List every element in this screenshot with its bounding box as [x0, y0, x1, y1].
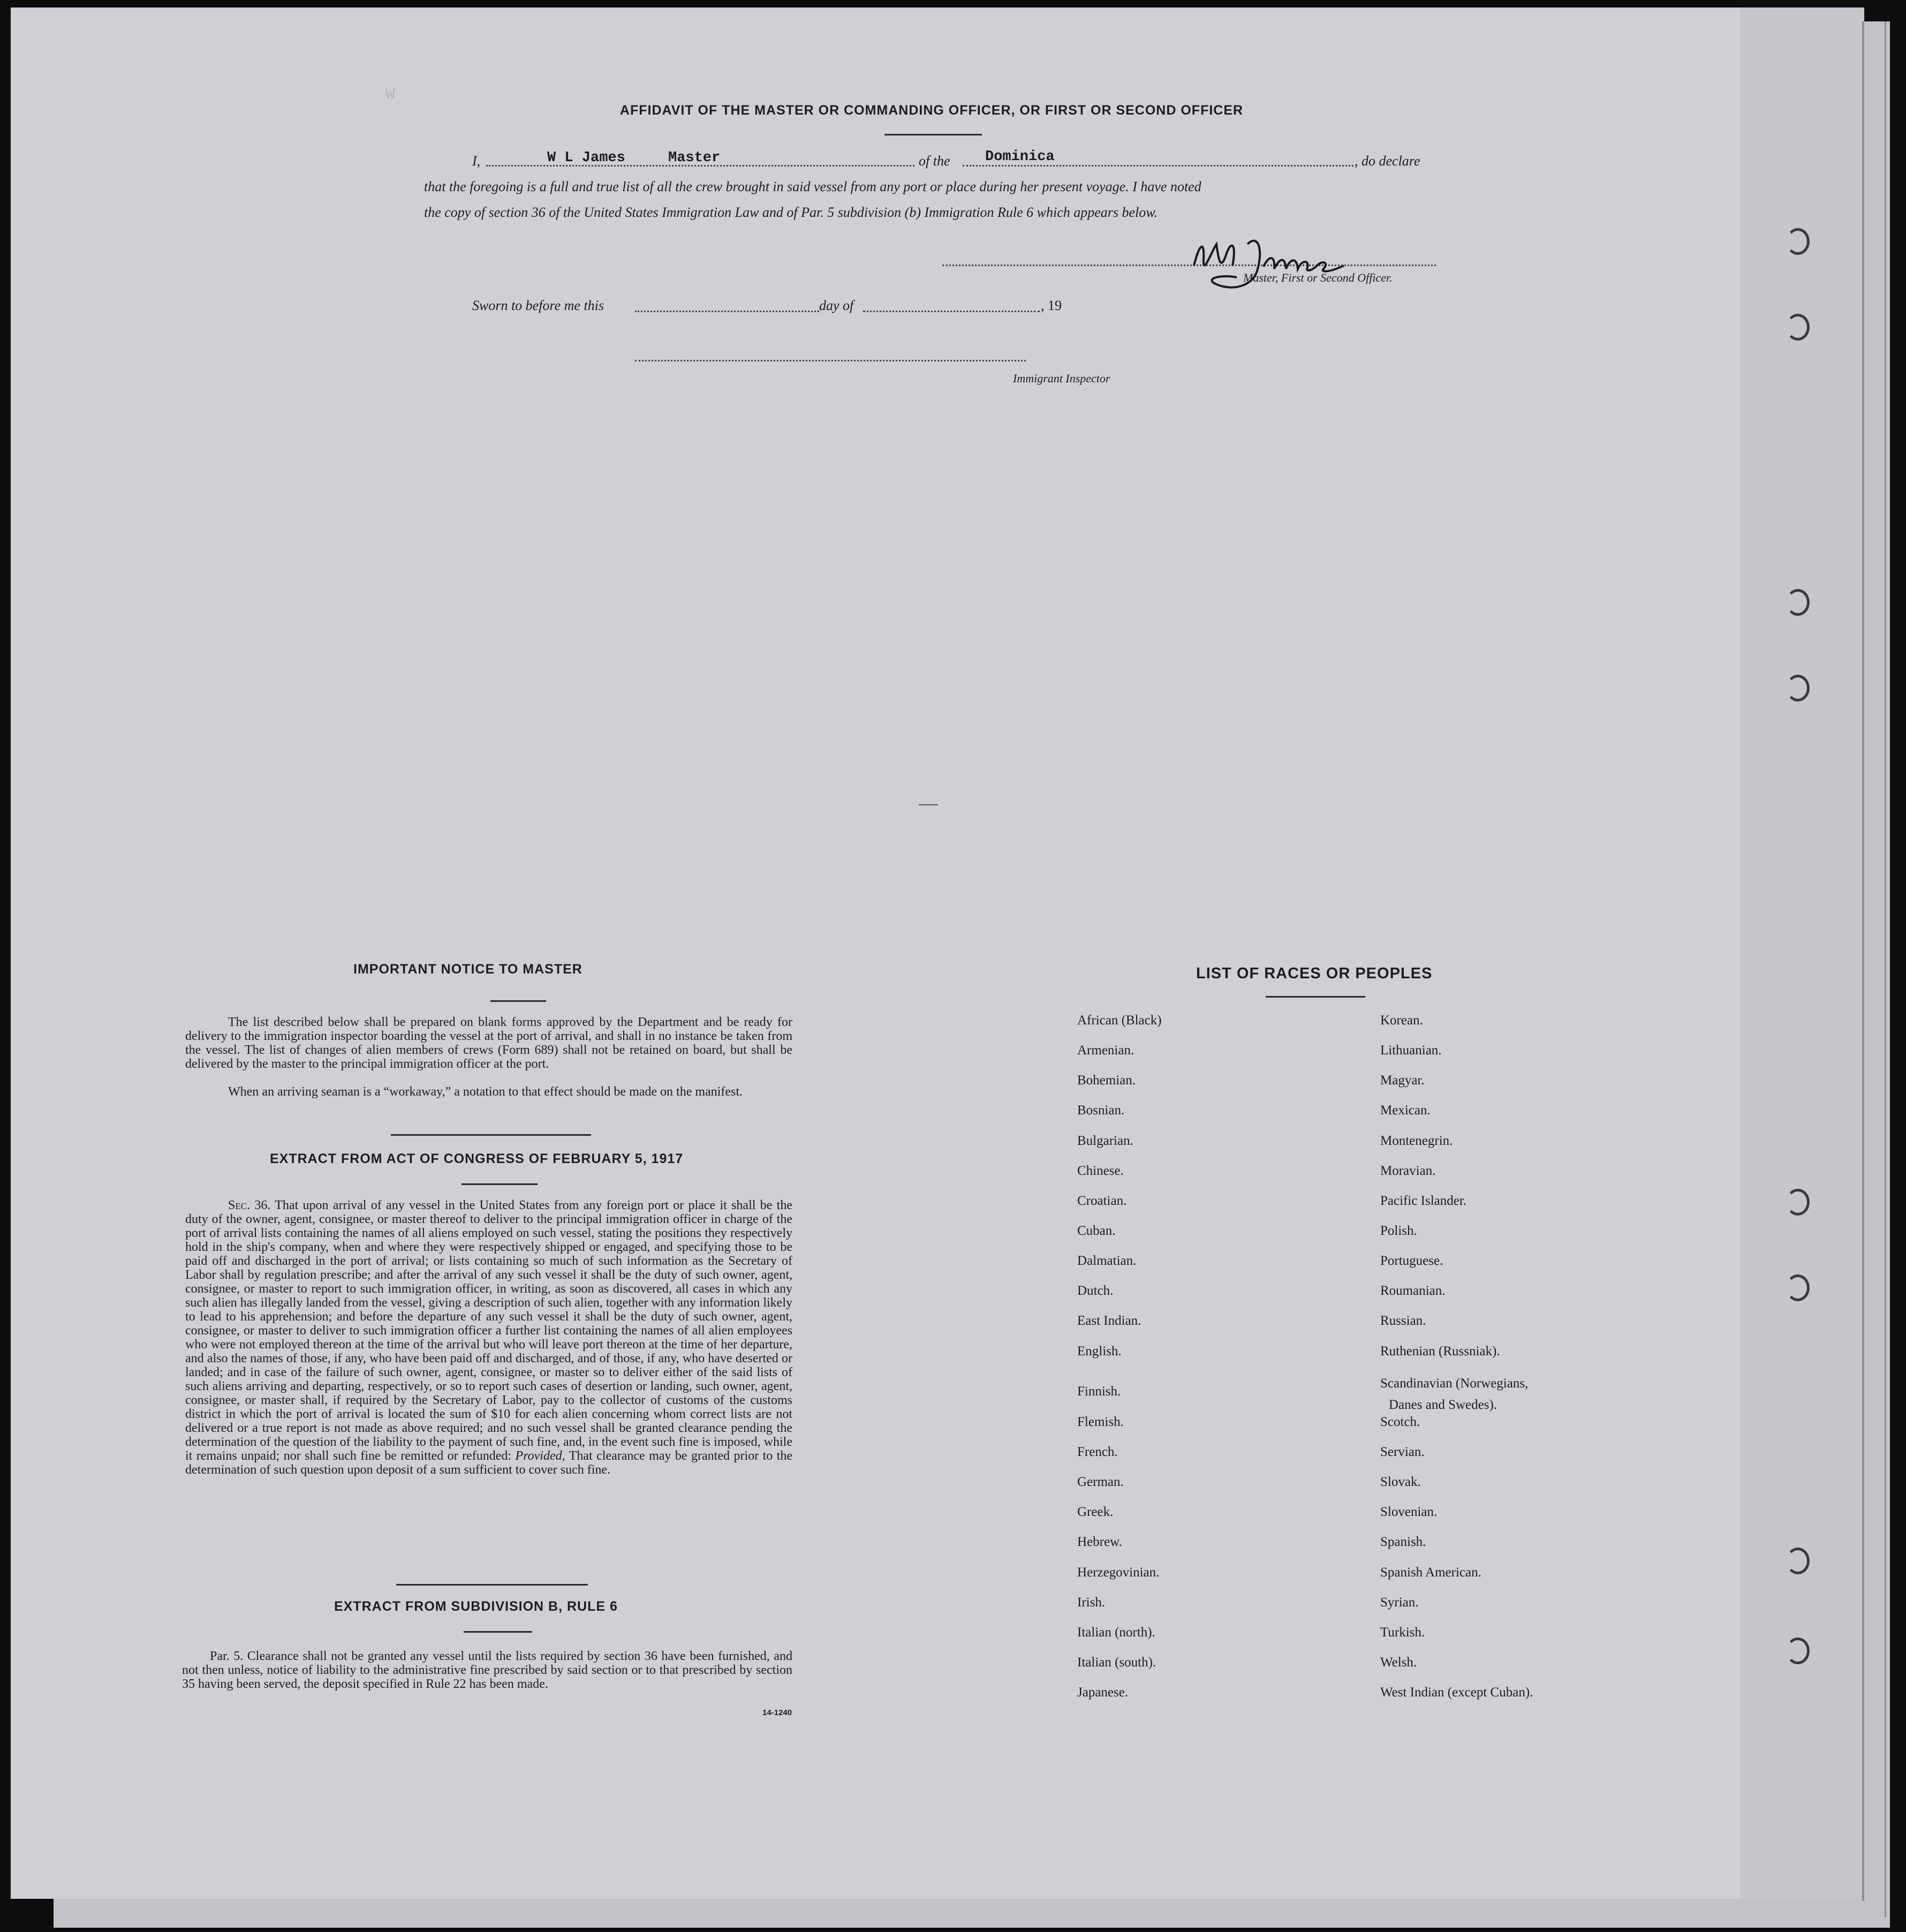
inspector-signature-line: [635, 360, 1026, 361]
race-item-left: Flemish.: [1077, 1415, 1124, 1429]
act-rule: [462, 1183, 538, 1185]
race-item-right: West Indian (except Cuban).: [1380, 1685, 1533, 1700]
punch-hole-icon: [1786, 1637, 1810, 1664]
sworn-label: Sworn to before me this: [472, 298, 604, 313]
race-item-right: Roumanian.: [1380, 1284, 1446, 1298]
bleed-through-text: W: [385, 86, 926, 104]
rule6-rule: [464, 1631, 532, 1633]
affidavit-line-2: that the foregoing is a full and true list of all the crew brought in said vessel from any port or place during her present voyage. I have noted: [424, 179, 1201, 194]
inspector-caption: Immigrant Inspector: [1013, 372, 1110, 385]
race-item-right: Scotch.: [1380, 1415, 1420, 1429]
race-item-left: African (Black): [1077, 1013, 1162, 1028]
affidavit-title: AFFIDAVIT OF THE MASTER OR COMMANDING OFFICER, OR FIRST OR SECOND OFFICER: [619, 103, 1244, 118]
races-rule: [1266, 996, 1365, 998]
race-item-right: Turkish.: [1380, 1625, 1425, 1640]
signature-icon: [1183, 228, 1365, 299]
punch-hole-icon: [1786, 675, 1810, 701]
form-number: 14-1240: [762, 1708, 792, 1717]
act-section-36: [185, 1198, 792, 1477]
bleed-through-strip: [1740, 7, 1864, 1899]
act-title: EXTRACT FROM ACT OF CONGRESS OF FEBRUARY 5, 1917: [270, 1151, 684, 1166]
notice-title: IMPORTANT NOTICE TO MASTER: [353, 962, 583, 977]
notice-rule: [490, 1000, 546, 1002]
race-item-left: Japanese.: [1077, 1685, 1129, 1700]
race-item-right: Ruthenian (Russniak).: [1380, 1344, 1500, 1359]
race-item-left: Greek.: [1077, 1505, 1114, 1519]
race-item-left: Irish.: [1077, 1595, 1106, 1610]
punch-hole-icon: [1786, 1274, 1810, 1301]
race-item-right: Welsh.: [1380, 1655, 1417, 1670]
day-of-label: day of: [819, 298, 854, 313]
page-edge-line: [1885, 21, 1886, 1917]
race-item-right: Polish.: [1380, 1224, 1417, 1238]
race-item-right: Mexican.: [1380, 1103, 1431, 1118]
race-item-left: Bosnian.: [1077, 1103, 1125, 1118]
punch-hole-icon: [1786, 314, 1810, 341]
signature-caption: Master, First or Second Officer.: [1243, 271, 1393, 284]
act-sec-label: Sec. 36.: [228, 1198, 271, 1212]
vessel-field-line: [963, 165, 1353, 167]
race-item-left: Chinese.: [1077, 1164, 1124, 1178]
section-rule: [391, 1134, 591, 1136]
race-item-left: German.: [1077, 1475, 1124, 1489]
race-item-right: Korean.: [1380, 1013, 1423, 1028]
race-item-left: Hebrew.: [1077, 1535, 1122, 1549]
race-item-right: Syrian.: [1380, 1595, 1419, 1610]
race-item-left: Dutch.: [1077, 1284, 1114, 1298]
race-item-left: French.: [1077, 1445, 1118, 1459]
race-item-left: East Indian.: [1077, 1314, 1141, 1328]
rule6-top-rule: [396, 1584, 588, 1586]
race-item-right: Russian.: [1380, 1314, 1426, 1328]
affidavit-line-3: the copy of section 36 of the United States Immigration Law and of Par. 5 subdivision (b) Immigration Rule 6 which appears below.: [424, 205, 1158, 220]
race-item-right: Spanish.: [1380, 1535, 1426, 1549]
act-provided: Provided,: [515, 1449, 565, 1463]
race-item-right: Scandinavian (Norwegians,: [1380, 1376, 1529, 1391]
race-item-left: Finnish.: [1077, 1384, 1121, 1399]
race-item-right: Lithuanian.: [1380, 1043, 1442, 1058]
sworn-month-line: [863, 311, 1040, 312]
act-text: That upon arrival of any vessel in the United States from any foreign port or place it shall be the duty of the owner, agent, consignee, or master thereof to deliver to the principal immigration officer in charge of the port of arrival lists containing the names of all aliens employed on such vessel, stating the positions they respectively hold in the ship's company, when and where they were respectively shipped or engaged, and specifying those to be paid off and discharged in the port of arrival; or lists containing so much of such information as the Secretary of Labor shall by regulation prescribe; and after the arrival of any such vessel it shall be the duty of such owner, agent, consignee, or master to report to such immigration officer, in writing, as soon as discovered, all cases in which any such alien has illegally landed from the vessel, giving a description of such alien, together with any information likely to lead to his apprehension; and before the departure of any such vessel it shall be the duty of such owner, agent, consignee, or master to deliver to such immigration officer a further list containing the names of all alien employees who were not employed thereon at the time of the arrival but who will leave port thereon at the time of her departure, and also the names of those, if any, who have been paid off and discharged, and of those, if any, who have deserted or landed; and in case of the failure of such owner, agent, consignee, or master so to deliver either of the said lists of such aliens arriving and departing, respectively, or so to report such cases of desertion or landing, such owner, agent, consignee, or master shall, if required by the Secretary of Labor, pay to the collector of customs of the customs district in which the port of arrival is located the sum of $10 for each alien concerning whom correct lists are not delivered or a true report is not made as above required; and no such vessel shall be granted clearance pending the determination of the question of the liability to the payment of such fine, and, in the event such fine is imposed, while it remains unpaid; nor shall such fine be remitted or refunded:: [185, 1198, 792, 1463]
race-item-right: Moravian.: [1380, 1164, 1436, 1178]
manifest-page: [11, 7, 1864, 1899]
affidavit-i-label: I,: [472, 153, 481, 169]
master-name-value: W L James: [547, 150, 625, 166]
race-item-right: Montenegrin.: [1380, 1134, 1453, 1148]
stray-mark: [919, 804, 938, 805]
race-item-right: Magyar.: [1380, 1073, 1425, 1088]
punch-hole-icon: [1786, 228, 1810, 255]
vessel-name-value: Dominica: [985, 149, 1055, 165]
race-item-left: Bulgarian.: [1077, 1134, 1133, 1148]
race-item-left: Croatian.: [1077, 1194, 1127, 1208]
master-rank-value: Master: [668, 150, 721, 166]
year-label: , 19: [1041, 298, 1062, 313]
race-item-left: Herzegovinian.: [1077, 1565, 1160, 1580]
race-item-right: Servian.: [1380, 1445, 1425, 1459]
race-item-left: Italian (north).: [1077, 1625, 1155, 1640]
race-item-right: Slovak.: [1380, 1475, 1421, 1489]
race-item-left: Italian (south).: [1077, 1655, 1156, 1670]
notice-paragraph-2: When an arriving seaman is a “workaway,” a notation to that effect should be made on the manifest.: [228, 1085, 743, 1099]
races-title: LIST OF RACES OR PEOPLES: [1196, 965, 1433, 982]
race-item-left: Dalmatian.: [1077, 1254, 1137, 1268]
rule6-paragraph: Par. 5. Clearance shall not be granted any vessel until the lists required by section 36 have been furnished, and not then unless, notice of liability to the administrative fine prescribed by said section or to that prescribed by section 35 having been served, the deposit specified in Rule 22 has been made.: [182, 1649, 792, 1691]
race-item-left: Bohemian.: [1077, 1073, 1136, 1088]
punch-hole-icon: [1786, 589, 1810, 616]
race-item-right: Portuguese.: [1380, 1254, 1443, 1268]
race-item-right: Slovenian.: [1380, 1505, 1438, 1519]
notice-paragraph-1: The list described below shall be prepared on blank forms approved by the Department and be ready for delivery to the immigration inspector boarding the vessel at the port of arrival, and shall in no instance be taken from the vessel. The list of changes of alien members of crews (Form 689) shall not be retained on board, but shall be delivered by the master to the principal immigration officer at the port.: [185, 1015, 792, 1071]
act-text-end: That clearance may be granted prior to the determination of such question upon deposit of a sum sufficient to cover such fine.: [185, 1449, 793, 1477]
of-the-label: of the: [919, 153, 950, 169]
race-item-left: English.: [1077, 1344, 1122, 1359]
sworn-day-line: [635, 311, 819, 312]
do-declare-label: , do declare: [1355, 153, 1420, 169]
rule6-title: EXTRACT FROM SUBDIVISION B, RULE 6: [334, 1599, 618, 1614]
title-rule: [884, 134, 982, 135]
punch-hole-icon: [1786, 1189, 1810, 1216]
race-item-right: Pacific Islander.: [1380, 1194, 1467, 1208]
page-edge-line: [1862, 21, 1864, 1901]
race-continuation: Danes and Swedes).: [1389, 1398, 1497, 1412]
race-item-right: Spanish American.: [1380, 1565, 1481, 1580]
race-item-left: Armenian.: [1077, 1043, 1134, 1058]
punch-hole-icon: [1786, 1548, 1810, 1574]
race-item-left: Cuban.: [1077, 1224, 1116, 1238]
